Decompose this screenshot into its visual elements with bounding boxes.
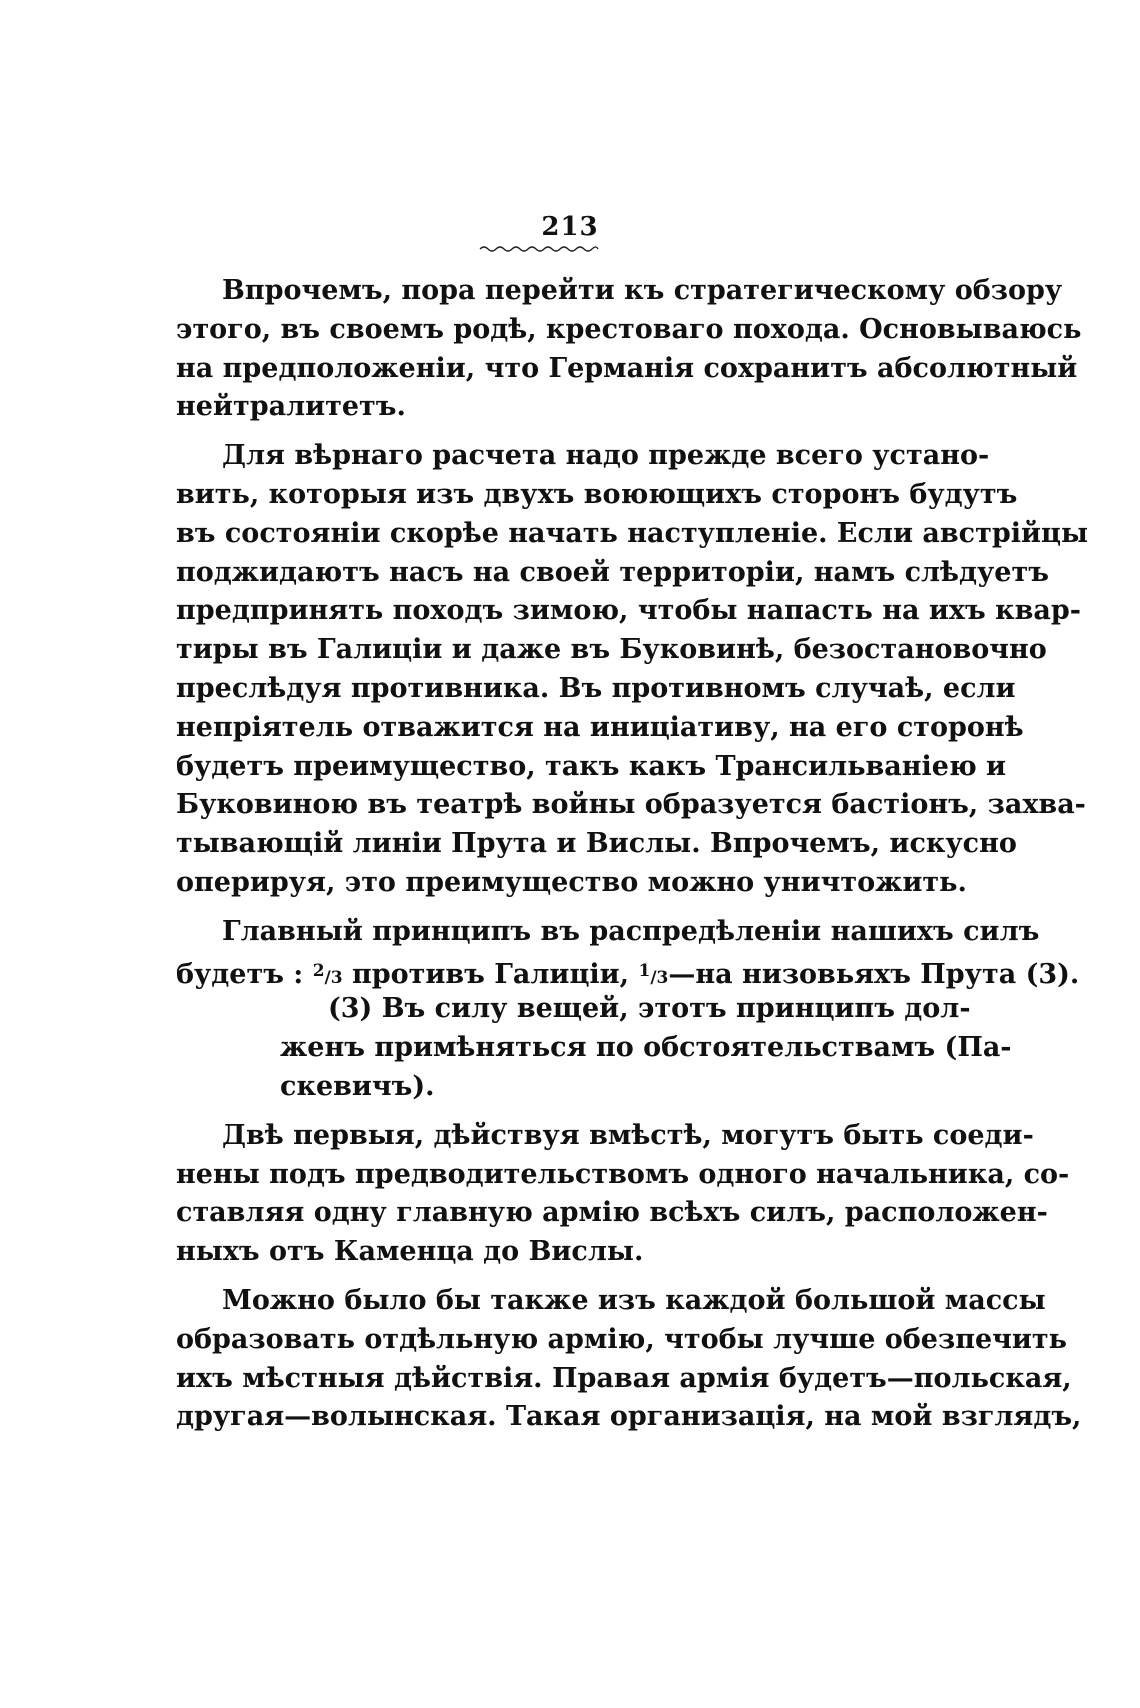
main-text (176, 272, 1089, 1437)
text-line: Можно было бы также изъ каждой большой массы (222, 1284, 1046, 1316)
text-line: Впрочемъ, пора перейти къ стратегическому обзору (222, 275, 1063, 306)
text-line: образовать отдѣльную армію, чтобы лучше обезпечить (176, 1323, 1067, 1355)
text-line: Главный принципъ въ распредѣленіи нашихъ силъ (222, 915, 1040, 947)
fraction-line-middle: противъ Галиціи, (342, 958, 639, 990)
text-line: ихъ мѣстныя дѣйствія. Правая армія будетъ—польская, (176, 1362, 1072, 1394)
text-line: нейтралитетъ. (176, 391, 406, 423)
text-line: тывающій линіи Прута и Вислы. Впрочемъ, искусно (176, 828, 1017, 860)
fraction-numerator: 2 (312, 960, 325, 981)
footnote-line: скевичъ). (280, 1070, 435, 1102)
page-number: 213 (541, 212, 599, 242)
text-line: будетъ преимущество, такъ какъ Трансильваніею и (176, 750, 1007, 782)
fraction-line-before: будетъ : (176, 958, 313, 990)
text-line: въ состояніи скорѣе начать наступленіе. Если австрійцы (176, 517, 1089, 549)
paragraph-gap (176, 903, 896, 913)
text-line: ставляя одну главную армію всѣхъ силъ, расположен- (176, 1197, 1048, 1229)
paragraph-gap (176, 1107, 896, 1117)
text-line: предпринять походъ зимою, чтобы напасть на ихъ квар- (176, 595, 1081, 627)
text-line-with-fractions (176, 952, 1080, 991)
text-line: на предположеніи, что Германія сохранитъ абсолютный (176, 352, 1078, 384)
text-line: Буковиною въ театрѣ войны образуется бастіонъ, захва- (176, 789, 1086, 821)
text-line: Двѣ первыя, дѣйствуя вмѣстѣ, могутъ быть соеди- (222, 1119, 1034, 1151)
fraction-denominator: /3 (650, 967, 669, 988)
text-line: тиры въ Галиціи и даже въ Буковинѣ, безостановочно (176, 634, 1047, 666)
text-line: поджидаютъ насъ на своей территоріи, намъ слѣдуетъ (176, 556, 1049, 588)
text-line: преслѣдуя противника. Въ противномъ случаѣ, если (176, 672, 1016, 704)
paragraph-4 (176, 1117, 1070, 1272)
fraction-line-after: —на низовьяхъ Прута (3). (668, 958, 1080, 990)
text-line: нены подъ предводительствомъ одного начальника, со- (176, 1158, 1070, 1190)
fraction-denominator: /3 (324, 967, 343, 988)
footnote-line: женъ примѣняться по обстоятельствамъ (Па- (280, 1032, 1012, 1064)
footnote (280, 990, 1012, 1106)
footnote-line: (3) Въ силу вещей, этотъ принципъ дол- (328, 993, 971, 1025)
text-line: непріятель отважится на иниціативу, на его сторонѣ (176, 711, 1024, 743)
text-line: ныхъ отъ Каменца до Вислы. (176, 1236, 644, 1268)
text-line: этого, въ своемъ родѣ, крестоваго похода. Основываюсь (176, 313, 1082, 345)
paragraph-5 (176, 1282, 1082, 1437)
text-line: оперируя, это преимущество можно уничтожить. (176, 866, 967, 898)
wavy-underline-ornament (478, 244, 600, 254)
text-line: вить, которыя изъ двухъ воюющихъ сторонъ будутъ (176, 478, 1018, 510)
paragraph-gap (176, 427, 896, 437)
paragraph-3 (176, 913, 1080, 991)
paragraph-1 (176, 272, 1082, 427)
paragraph-gap (176, 1272, 896, 1282)
text-line: Для вѣрнаго расчета надо прежде всего устано- (222, 440, 990, 472)
text-line: другая—волынская. Такая организація, на мой взглядъ, (176, 1401, 1082, 1433)
paragraph-2 (176, 437, 1089, 903)
fraction-numerator: 1 (638, 960, 651, 981)
